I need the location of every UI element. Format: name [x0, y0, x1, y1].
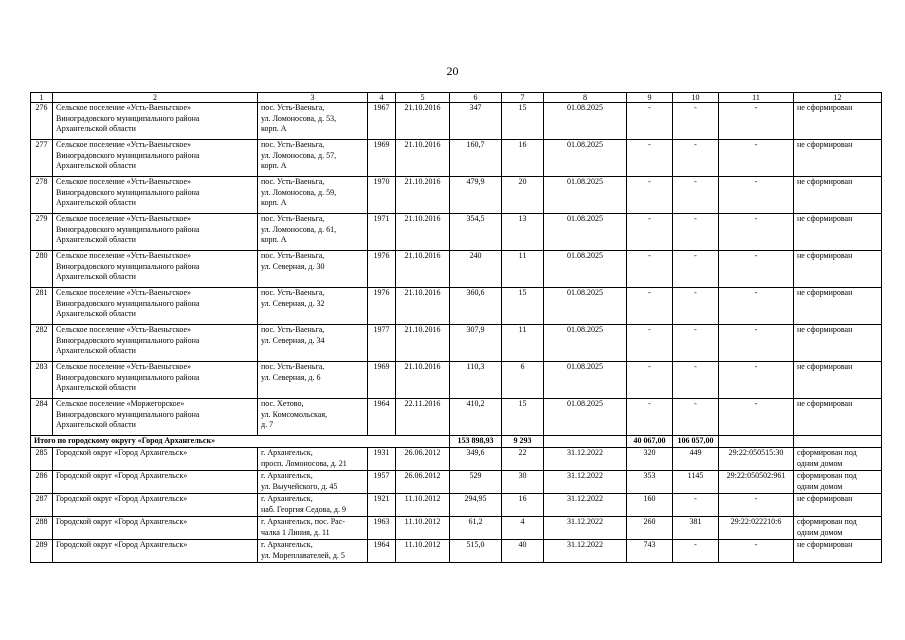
- municipality-name-line: Архангельской области: [56, 272, 136, 281]
- recognition-date: 11.10.2012: [396, 540, 450, 563]
- deadline: 01.08.2025: [544, 399, 627, 436]
- column-9: -: [627, 362, 673, 399]
- residents: 6: [502, 362, 544, 399]
- address-line: пос. Усть-Ваеньга,: [261, 251, 325, 260]
- column-number-4: 4: [368, 93, 396, 103]
- residents: 15: [502, 288, 544, 325]
- address-line: пос. Усть-Ваеньга,: [261, 362, 325, 371]
- row-number: 281: [31, 288, 53, 325]
- municipality-name: Городской округ «Город Архангельск»: [53, 540, 258, 563]
- build-year: 1976: [368, 288, 396, 325]
- table-row: [31, 471, 882, 494]
- column-9: 260: [627, 517, 673, 540]
- residents: 15: [502, 399, 544, 436]
- cadastral-number: -: [719, 399, 794, 436]
- address: [258, 448, 368, 471]
- area: 110,3: [450, 362, 502, 399]
- deadline: 31.12.2022: [544, 494, 627, 517]
- residents: 16: [502, 140, 544, 177]
- address-line: наб. Георгия Седова, д. 9: [261, 504, 346, 514]
- municipality-name-line: Архангельской области: [56, 383, 136, 392]
- land-status-line: сформирован под: [797, 448, 857, 457]
- deadline: 01.08.2025: [544, 177, 627, 214]
- area: 479,9: [450, 177, 502, 214]
- column-10: -: [673, 177, 719, 214]
- area: 354,5: [450, 214, 502, 251]
- address-line: ул. Выучейского, д. 45: [261, 481, 338, 491]
- address-line: г. Архангельск, пос. Рас-: [261, 517, 345, 526]
- municipality-name: [53, 251, 258, 288]
- column-10: -: [673, 103, 719, 140]
- table-row: [31, 103, 882, 140]
- build-year: 1976: [368, 251, 396, 288]
- address: [258, 177, 368, 214]
- municipality-name: [53, 288, 258, 325]
- table-row: [31, 540, 882, 563]
- residents: 11: [502, 251, 544, 288]
- build-year: 1957: [368, 471, 396, 494]
- cadastral-number: -: [719, 103, 794, 140]
- area: 529: [450, 471, 502, 494]
- address-line: ул. Северная, д. 34: [261, 335, 325, 345]
- address-line: корп. А: [261, 124, 287, 133]
- deadline: 01.08.2025: [544, 103, 627, 140]
- municipality-name-line: Архангельской области: [56, 161, 136, 170]
- table-row: [31, 177, 882, 214]
- area: 240: [450, 251, 502, 288]
- address-line: г. Архангельск,: [261, 494, 313, 503]
- municipality-name-line: Архангельской области: [56, 346, 136, 355]
- table-row: [31, 494, 882, 517]
- recognition-date: 26.06.2012: [396, 448, 450, 471]
- total-empty: [719, 436, 794, 448]
- municipality-name-line: Виноградовского муниципального района: [56, 372, 200, 382]
- address-line: ул. Северная, д. 32: [261, 298, 325, 308]
- land-status-line: [797, 505, 878, 516]
- address-line: корп. А: [261, 198, 287, 207]
- column-10: 449: [673, 448, 719, 471]
- residents: 15: [502, 103, 544, 140]
- deadline: 01.08.2025: [544, 362, 627, 399]
- residents: 22: [502, 448, 544, 471]
- address-line: пос. Усть-Ваеньга,: [261, 288, 325, 297]
- total-row: [31, 436, 882, 448]
- total-empty: [794, 436, 882, 448]
- build-year: 1971: [368, 214, 396, 251]
- address-line: [261, 346, 364, 357]
- municipality-name-line: Виноградовского муниципального района: [56, 298, 200, 308]
- column-10: -: [673, 494, 719, 517]
- column-number-8: 8: [544, 93, 627, 103]
- row-number: 285: [31, 448, 53, 471]
- area: 347: [450, 103, 502, 140]
- address: [258, 540, 368, 563]
- address-line: просп. Ломоносова, д. 21: [261, 458, 347, 468]
- land-status-line: [797, 551, 878, 562]
- row-number: 277: [31, 140, 53, 177]
- residents: 20: [502, 177, 544, 214]
- address: [258, 471, 368, 494]
- area: 307,9: [450, 325, 502, 362]
- build-year: 1963: [368, 517, 396, 540]
- municipality-name: [53, 140, 258, 177]
- municipality-name-line: Сельское поселение «Усть-Ваеньгское»: [56, 214, 192, 223]
- column-number-6: 6: [450, 93, 502, 103]
- cadastral-number: -: [719, 494, 794, 517]
- row-number: 286: [31, 471, 53, 494]
- residents: 16: [502, 494, 544, 517]
- municipality-name: [53, 103, 258, 140]
- cadastral-number: -: [719, 288, 794, 325]
- address: [258, 103, 368, 140]
- municipality-name-line: Виноградовского муниципального района: [56, 187, 200, 197]
- recognition-date: 11.10.2012: [396, 517, 450, 540]
- deadline: 01.08.2025: [544, 140, 627, 177]
- column-number-7: 7: [502, 93, 544, 103]
- column-9: -: [627, 140, 673, 177]
- address-line: ул. Ломоносова, д. 53,: [261, 113, 337, 123]
- deadline: 01.08.2025: [544, 288, 627, 325]
- address-line: пос. Усть-Ваеньга,: [261, 177, 325, 186]
- address-line: г. Архангельск,: [261, 448, 313, 457]
- area: 360,6: [450, 288, 502, 325]
- column-9: -: [627, 103, 673, 140]
- column-10: -: [673, 214, 719, 251]
- area: 410,2: [450, 399, 502, 436]
- recognition-date: 21.10.2016: [396, 103, 450, 140]
- column-number-12: 12: [794, 93, 882, 103]
- area: 160,7: [450, 140, 502, 177]
- land-status-line: одним домом: [797, 481, 843, 491]
- address-line: д. 7: [261, 420, 274, 429]
- municipality-name-line: Сельское поселение «Усть-Ваеньгское»: [56, 362, 192, 371]
- row-number: 282: [31, 325, 53, 362]
- recognition-date: 21.10.2016: [396, 325, 450, 362]
- deadline: 01.08.2025: [544, 214, 627, 251]
- cadastral-number: -: [719, 362, 794, 399]
- address: [258, 251, 368, 288]
- land-status: не сформирован: [794, 325, 882, 362]
- column-10: -: [673, 540, 719, 563]
- deadline: 01.08.2025: [544, 251, 627, 288]
- municipality-name: Городской округ «Город Архангельск»: [53, 494, 258, 517]
- municipality-name-line: Сельское поселение «Моржегорское»: [56, 399, 185, 408]
- municipality-name-line: Сельское поселение «Усть-Ваеньгское»: [56, 103, 192, 112]
- recognition-date: 21.10.2016: [396, 288, 450, 325]
- deadline: 31.12.2022: [544, 517, 627, 540]
- column-9: 353: [627, 471, 673, 494]
- table-row: [31, 325, 882, 362]
- total-column-9: 40 067,00: [627, 436, 673, 448]
- municipality-name-line: Архангельской области: [56, 309, 136, 318]
- residents: 4: [502, 517, 544, 540]
- residents: 11: [502, 325, 544, 362]
- address-line: пос. Усть-Ваеньга,: [261, 214, 325, 223]
- area: 349,6: [450, 448, 502, 471]
- row-number: 278: [31, 177, 53, 214]
- land-status: [794, 517, 882, 540]
- table-row: [31, 140, 882, 177]
- deadline: 31.12.2022: [544, 540, 627, 563]
- municipality-name: Городской округ «Город Архангельск»: [53, 471, 258, 494]
- row-number: 284: [31, 399, 53, 436]
- column-10: 381: [673, 517, 719, 540]
- table-row: [31, 517, 882, 540]
- build-year: 1964: [368, 540, 396, 563]
- table-row: [31, 251, 882, 288]
- area: 515,0: [450, 540, 502, 563]
- build-year: 1967: [368, 103, 396, 140]
- row-number: 288: [31, 517, 53, 540]
- recognition-date: 21.10.2016: [396, 214, 450, 251]
- build-year: 1977: [368, 325, 396, 362]
- address-line: ул. Комсомольская,: [261, 409, 328, 419]
- land-status-line: не сформирован: [797, 494, 853, 503]
- column-number-5: 5: [396, 93, 450, 103]
- address-line: корп. А: [261, 235, 287, 244]
- cadastral-number: 29:22:022210:6: [719, 517, 794, 540]
- cadastral-number: -: [719, 214, 794, 251]
- column-10: -: [673, 362, 719, 399]
- column-number-9: 9: [627, 93, 673, 103]
- row-number: 287: [31, 494, 53, 517]
- address-line: [261, 383, 364, 394]
- address-line: г. Архангельск,: [261, 540, 313, 549]
- municipality-name-line: Архангельской области: [56, 198, 136, 207]
- build-year: 1931: [368, 448, 396, 471]
- column-9: -: [627, 214, 673, 251]
- municipality-name-line: Архангельской области: [56, 420, 136, 429]
- recognition-date: 11.10.2012: [396, 494, 450, 517]
- land-status: [794, 471, 882, 494]
- table-row: [31, 288, 882, 325]
- municipality-name: [53, 399, 258, 436]
- address: [258, 362, 368, 399]
- address-line: пос. Усть-Ваеньга,: [261, 103, 325, 112]
- column-number-3: 3: [258, 93, 368, 103]
- cadastral-number: -: [719, 177, 794, 214]
- column-9: -: [627, 325, 673, 362]
- column-10: -: [673, 325, 719, 362]
- cadastral-number: -: [719, 251, 794, 288]
- municipality-name-line: Виноградовского муниципального района: [56, 335, 200, 345]
- column-number-row: [31, 93, 882, 103]
- column-9: -: [627, 251, 673, 288]
- address-line: [261, 272, 364, 283]
- column-10: -: [673, 251, 719, 288]
- land-status: не сформирован: [794, 103, 882, 140]
- municipality-name-line: Виноградовского муниципального района: [56, 224, 200, 234]
- land-status: не сформирован: [794, 362, 882, 399]
- recognition-date: 21.10.2016: [396, 177, 450, 214]
- row-number: 279: [31, 214, 53, 251]
- land-status: не сформирован: [794, 399, 882, 436]
- recognition-date: 21.10.2016: [396, 140, 450, 177]
- column-10: -: [673, 140, 719, 177]
- municipality-name-line: Виноградовского муниципального района: [56, 113, 200, 123]
- row-number: 280: [31, 251, 53, 288]
- cadastral-number: -: [719, 325, 794, 362]
- municipality-name-line: Сельское поселение «Усть-Ваеньгское»: [56, 177, 192, 186]
- municipality-name: [53, 325, 258, 362]
- column-number-1: 1: [31, 93, 53, 103]
- column-9: 160: [627, 494, 673, 517]
- address-line: ул. Ломоносова, д. 59,: [261, 187, 337, 197]
- column-9: -: [627, 399, 673, 436]
- address: [258, 288, 368, 325]
- address-line: пос. Усть-Ваеньга,: [261, 140, 325, 149]
- deadline: 01.08.2025: [544, 325, 627, 362]
- build-year: 1969: [368, 140, 396, 177]
- page-number: 20: [446, 64, 459, 78]
- municipality-name-line: Виноградовского муниципального района: [56, 261, 200, 271]
- address: [258, 517, 368, 540]
- land-status-line: не сформирован: [797, 540, 853, 549]
- total-column-10: 106 057,00: [673, 436, 719, 448]
- total-empty: [544, 436, 627, 448]
- municipality-name-line: Архангельской области: [56, 124, 136, 133]
- land-status: не сформирован: [794, 214, 882, 251]
- cadastral-number: 29:22:050502:961: [719, 471, 794, 494]
- build-year: 1964: [368, 399, 396, 436]
- column-9: 320: [627, 448, 673, 471]
- address-line: ул. Северная, д. 30: [261, 261, 325, 271]
- municipality-name-line: Сельское поселение «Усть-Ваеньгское»: [56, 325, 192, 334]
- area: 61,2: [450, 517, 502, 540]
- address-line: ул. Северная, д. 6: [261, 372, 321, 382]
- deadline: 31.12.2022: [544, 471, 627, 494]
- housing-registry-table: [30, 92, 882, 563]
- municipality-name: [53, 214, 258, 251]
- cadastral-number: -: [719, 540, 794, 563]
- row-number: 289: [31, 540, 53, 563]
- land-status: не сформирован: [794, 288, 882, 325]
- address-line: пос. Хетово,: [261, 399, 304, 408]
- land-status: не сформирован: [794, 251, 882, 288]
- column-9: 743: [627, 540, 673, 563]
- address-line: пос. Усть-Ваеньга,: [261, 325, 325, 334]
- municipality-name-line: Архангельской области: [56, 235, 136, 244]
- column-number-11: 11: [719, 93, 794, 103]
- build-year: 1921: [368, 494, 396, 517]
- column-10: -: [673, 399, 719, 436]
- land-status-line: сформирован под: [797, 517, 857, 526]
- land-status: [794, 448, 882, 471]
- address-line: чалка 1 Линия, д. 11: [261, 527, 330, 537]
- residents: 40: [502, 540, 544, 563]
- address: [258, 399, 368, 436]
- residents: 30: [502, 471, 544, 494]
- land-status: не сформирован: [794, 140, 882, 177]
- address: [258, 325, 368, 362]
- table-row: [31, 399, 882, 436]
- total-area: 153 898,93: [450, 436, 502, 448]
- total-label: Итого по городскому округу «Город Архангельск»: [31, 436, 450, 448]
- address-line: корп. А: [261, 161, 287, 170]
- address-line: ул. Ломоносова, д. 61,: [261, 224, 337, 234]
- land-status: [794, 494, 882, 517]
- address: [258, 214, 368, 251]
- recognition-date: 21.10.2016: [396, 251, 450, 288]
- table-row: [31, 214, 882, 251]
- column-10: -: [673, 288, 719, 325]
- address: [258, 494, 368, 517]
- recognition-date: 22.11.2016: [396, 399, 450, 436]
- municipality-name-line: Сельское поселение «Усть-Ваеньгское»: [56, 251, 192, 260]
- recognition-date: 21.10.2016: [396, 362, 450, 399]
- column-10: 1145: [673, 471, 719, 494]
- municipality-name-line: Виноградовского муниципального района: [56, 150, 200, 160]
- municipality-name: Городской округ «Город Архангельск»: [53, 517, 258, 540]
- deadline: 31.12.2022: [544, 448, 627, 471]
- build-year: 1970: [368, 177, 396, 214]
- row-number: 276: [31, 103, 53, 140]
- table-row: [31, 448, 882, 471]
- area: 294,95: [450, 494, 502, 517]
- land-status-line: одним домом: [797, 458, 843, 468]
- municipality-name-line: Виноградовского муниципального района: [56, 409, 200, 419]
- column-number-2: 2: [53, 93, 258, 103]
- recognition-date: 26.06.2012: [396, 471, 450, 494]
- address-line: ул. Ломоносова, д. 57,: [261, 150, 337, 160]
- column-9: -: [627, 288, 673, 325]
- residents: 13: [502, 214, 544, 251]
- build-year: 1969: [368, 362, 396, 399]
- cadastral-number: 29:22:050515:30: [719, 448, 794, 471]
- municipality-name: [53, 177, 258, 214]
- column-9: -: [627, 177, 673, 214]
- land-status-line: одним домом: [797, 527, 843, 537]
- table-row: [31, 362, 882, 399]
- cadastral-number: -: [719, 140, 794, 177]
- land-status: не сформирован: [794, 177, 882, 214]
- address-line: ул. Мореплавателей, д. 5: [261, 550, 345, 560]
- municipality-name: [53, 362, 258, 399]
- municipality-name: Городской округ «Город Архангельск»: [53, 448, 258, 471]
- address: [258, 140, 368, 177]
- row-number: 283: [31, 362, 53, 399]
- municipality-name-line: Сельское поселение «Усть-Ваеньгское»: [56, 288, 192, 297]
- total-residents: 9 293: [502, 436, 544, 448]
- address-line: [261, 309, 364, 320]
- municipality-name-line: Сельское поселение «Усть-Ваеньгское»: [56, 140, 192, 149]
- address-line: г. Архангельск,: [261, 471, 313, 480]
- land-status: [794, 540, 882, 563]
- column-number-10: 10: [673, 93, 719, 103]
- land-status-line: сформирован под: [797, 471, 857, 480]
